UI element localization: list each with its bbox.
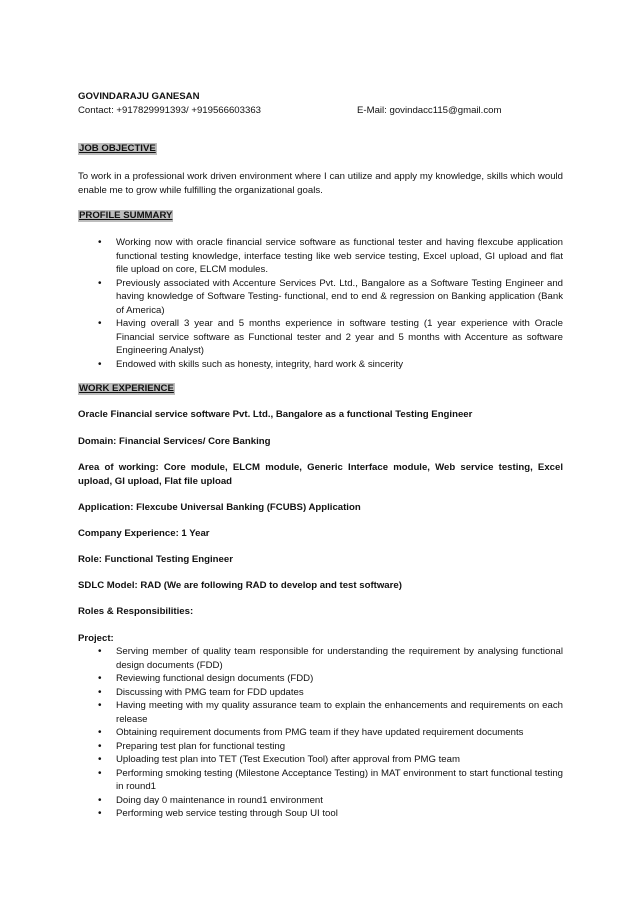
list-item-text: Having meeting with my quality assurance team to explain the enhancements and requirements on each release (116, 700, 563, 725)
roles-heading: Roles & Responsibilities: (78, 606, 194, 617)
role-line: Role: Functional Testing Engineer (78, 554, 233, 565)
work-experience-heading: WORK EXPERIENCE (79, 383, 174, 394)
list-item-text: Doing day 0 maintenance in round1 environment (116, 794, 323, 806)
project-label: Project: (78, 633, 114, 644)
list-item-text: Working now with oracle financial service software as functional tester and having flexcube application functional testing knowledge, interface testing like web service testing, Excel upload, GI upload and flat file upload on core, ELCM modules. (116, 237, 563, 275)
list-item-text: Endowed with skills such as honesty, integrity, hard work & sincerity (116, 358, 404, 370)
list-item-text: Having overall 3 year and 5 months experience in software testing (1 year experience with Oracle Financial service software as Functional tester and 2 year and 5 months with Accenture as software Engineering Analyst) (116, 318, 563, 356)
bullet-icon: • (98, 646, 102, 657)
company-line: Oracle Financial service software Pvt. Ltd., Bangalore as a functional Testing Engineer (78, 409, 473, 420)
bullet-icon: • (98, 727, 102, 738)
list-item-text: Previously associated with Accenture Services Pvt. Ltd., Bangalore as a Software Testing Engineer and having knowledge of Software Testing- functional, end to end & regression on Banking application (Bank of America) (116, 277, 563, 316)
list-item-text: Preparing test plan for functional testing (116, 740, 286, 752)
list-item (78, 794, 563, 808)
list-item (78, 753, 563, 767)
bullet-icon: • (98, 794, 102, 806)
list-item (78, 807, 563, 821)
profile-summary-list (78, 236, 563, 371)
list-item (78, 672, 563, 686)
bullet-icon: • (98, 754, 102, 765)
list-item-text: Uploading test plan into TET (Test Execution Tool) after approval from PMG team (116, 754, 460, 765)
list-item (78, 740, 563, 754)
bullet-icon: • (98, 808, 102, 819)
domain-line: Domain: Financial Services/ Core Banking (78, 436, 271, 447)
list-item-text: Reviewing functional design documents (FDD) (116, 673, 314, 684)
area-of-working: Area of working: Core module, ELCM module, Generic Interface module, Web service testing, Excel upload, GI upload, Flat file upload (78, 462, 563, 487)
bullet-icon: • (98, 700, 102, 711)
list-item (78, 358, 563, 372)
list-item (78, 767, 563, 794)
contact-email: E-Mail: govindacc115@gmail.com (357, 105, 502, 116)
bullet-icon: • (98, 673, 102, 684)
list-item-text: Performing smoking testing (Milestone Acceptance Testing) in MAT environment to start functional testing in round1 (116, 767, 563, 792)
list-item (78, 277, 563, 318)
contact-phone: Contact: +917829991393/ +919566603363 (78, 105, 261, 116)
list-item (78, 699, 563, 726)
list-item (78, 317, 563, 358)
application-line: Application: Flexcube Universal Banking (FCUBS) Application (78, 502, 361, 513)
bullet-icon: • (98, 686, 102, 698)
list-item (78, 236, 563, 277)
sdlc-line: SDLC Model: RAD (We are following RAD to develop and test software) (78, 580, 402, 591)
bullet-icon: • (98, 318, 102, 329)
candidate-name: GOVINDARAJU GANESAN (78, 91, 200, 102)
list-item-text: Serving member of quality team responsible for understanding the requirement by analysing functional design documents (FDD) (116, 646, 563, 671)
list-item-text: Discussing with PMG team for FDD updates (116, 686, 304, 698)
bullet-icon: • (98, 237, 102, 248)
job-objective-heading: JOB OBJECTIVE (79, 143, 156, 154)
job-objective-text: To work in a professional work driven environment where I can utilize and apply my knowledge, skills which would enable me to grow while fulfilling the organizational goals. (78, 171, 563, 196)
list-item-text: Performing web service testing through Soup UI tool (116, 808, 338, 819)
list-item (78, 726, 563, 740)
list-item (78, 686, 563, 700)
profile-summary-heading: PROFILE SUMMARY (79, 210, 173, 221)
list-item-text: Obtaining requirement documents from PMG team if they have updated requirement documents (116, 727, 524, 738)
company-experience-line: Company Experience: 1 Year (78, 528, 210, 539)
project-responsibilities-list (78, 645, 563, 821)
bullet-icon: • (98, 740, 102, 752)
bullet-icon: • (98, 358, 102, 370)
bullet-icon: • (98, 767, 102, 779)
list-item (78, 645, 563, 672)
bullet-icon: • (98, 277, 102, 289)
